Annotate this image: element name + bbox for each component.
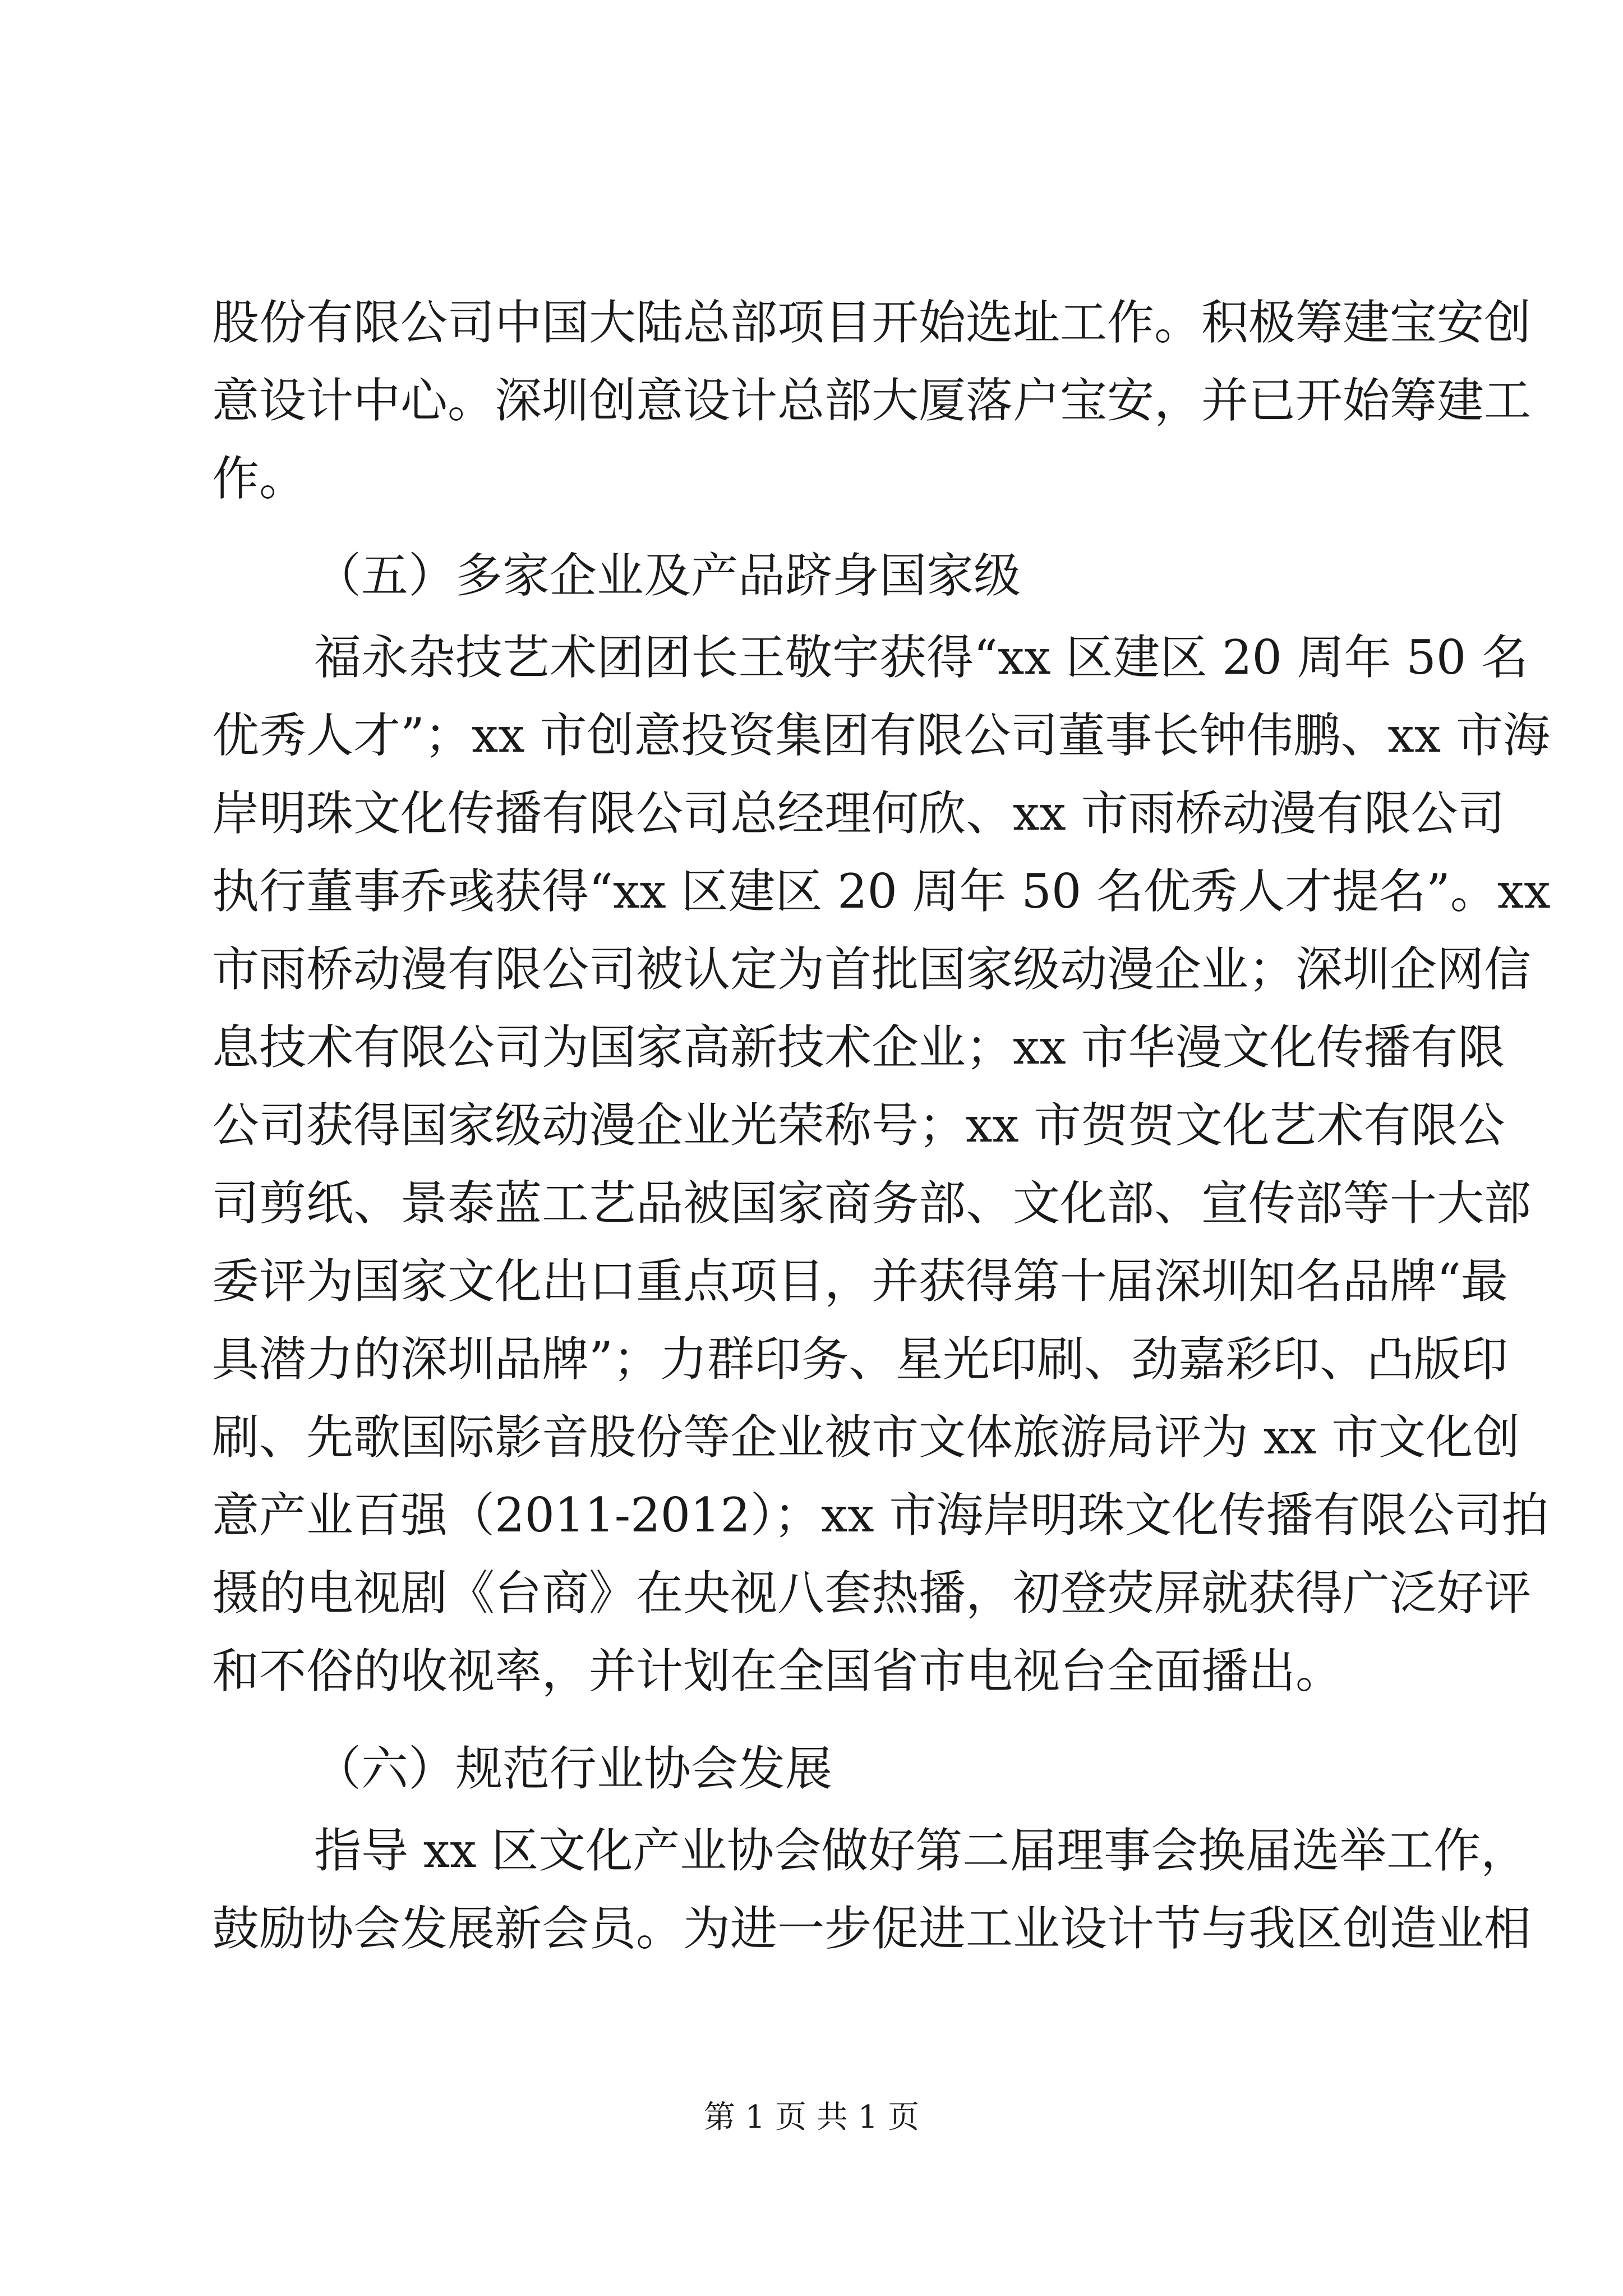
text-line-9: 市雨桥动漫有限公司被认定为首批国家级动漫企业；深圳企网信 xyxy=(212,942,1532,997)
text-line-13: 委评为国家文化出口重点项目，并获得第十届深圳知名品牌“最 xyxy=(212,1254,1508,1309)
text-line-10: 息技术有限公司为国家高新技术企业；xx 市华漫文化传播有限 xyxy=(212,1020,1505,1075)
text-line-5: 福永杂技艺术团团长王敬宇获得“xx 区建区 20 周年 50 名 xyxy=(314,630,1528,685)
text-line-11: 公司获得国家级动漫企业光荣称号；xx 市贺贺文化艺术有限公 xyxy=(212,1098,1505,1153)
text-line-12: 司剪纸、景泰蓝工艺品被国家商务部、文化部、宣传部等十大部 xyxy=(212,1176,1532,1231)
text-line-7: 岸明珠文化传播有限公司总经理何欣、xx 市雨桥动漫有限公司 xyxy=(212,786,1505,841)
text-line-16: 意产业百强（2011-2012）；xx 市海岸明珠文化传播有限公司拍 xyxy=(212,1488,1549,1543)
section-heading-6: （六）规范行业协会发展 xyxy=(314,1741,833,1796)
text-line-3: 作。 xyxy=(212,451,307,506)
text-line-17: 摄的电视剧《台商》在央视八套热播，初登荧屏就获得广泛好评 xyxy=(212,1566,1532,1621)
text-line-6: 优秀人才”；xx 市创意投资集团有限公司董事长钟伟鹏、xx 市海 xyxy=(212,708,1550,763)
section-heading-5: （五）多家企业及产品跻身国家级 xyxy=(314,548,1021,603)
text-line-21: 鼓励协会发展新会员。为进一步促进工业设计节与我区创造业相 xyxy=(212,1901,1532,1956)
text-line-15: 刷、先歌国际影音股份等企业被市文体旅游局评为 xx 市文化创 xyxy=(212,1410,1520,1465)
text-line-14: 具潜力的深圳品牌”；力群印务、星光印刷、劲嘉彩印、凸版印 xyxy=(212,1332,1508,1387)
text-line-20: 指导 xx 区文化产业协会做好第二届理事会换届选举工作， xyxy=(314,1823,1528,1878)
text-line-2: 意设计中心。深圳创意设计总部大厦落户宝安，并已开始筹建工 xyxy=(212,373,1532,428)
text-line-18: 和不俗的收视率，并计划在全国省市电视台全面播出。 xyxy=(212,1644,1343,1699)
text-line-1: 股份有限公司中国大陆总部项目开始选址工作。积极筹建宝安创 xyxy=(212,295,1532,350)
page-footer: 第 1 页 共 1 页 xyxy=(703,2099,920,2136)
text-line-8: 执行董事乔彧获得“xx 区建区 20 周年 50 名优秀人才提名”。xx xyxy=(212,864,1551,919)
